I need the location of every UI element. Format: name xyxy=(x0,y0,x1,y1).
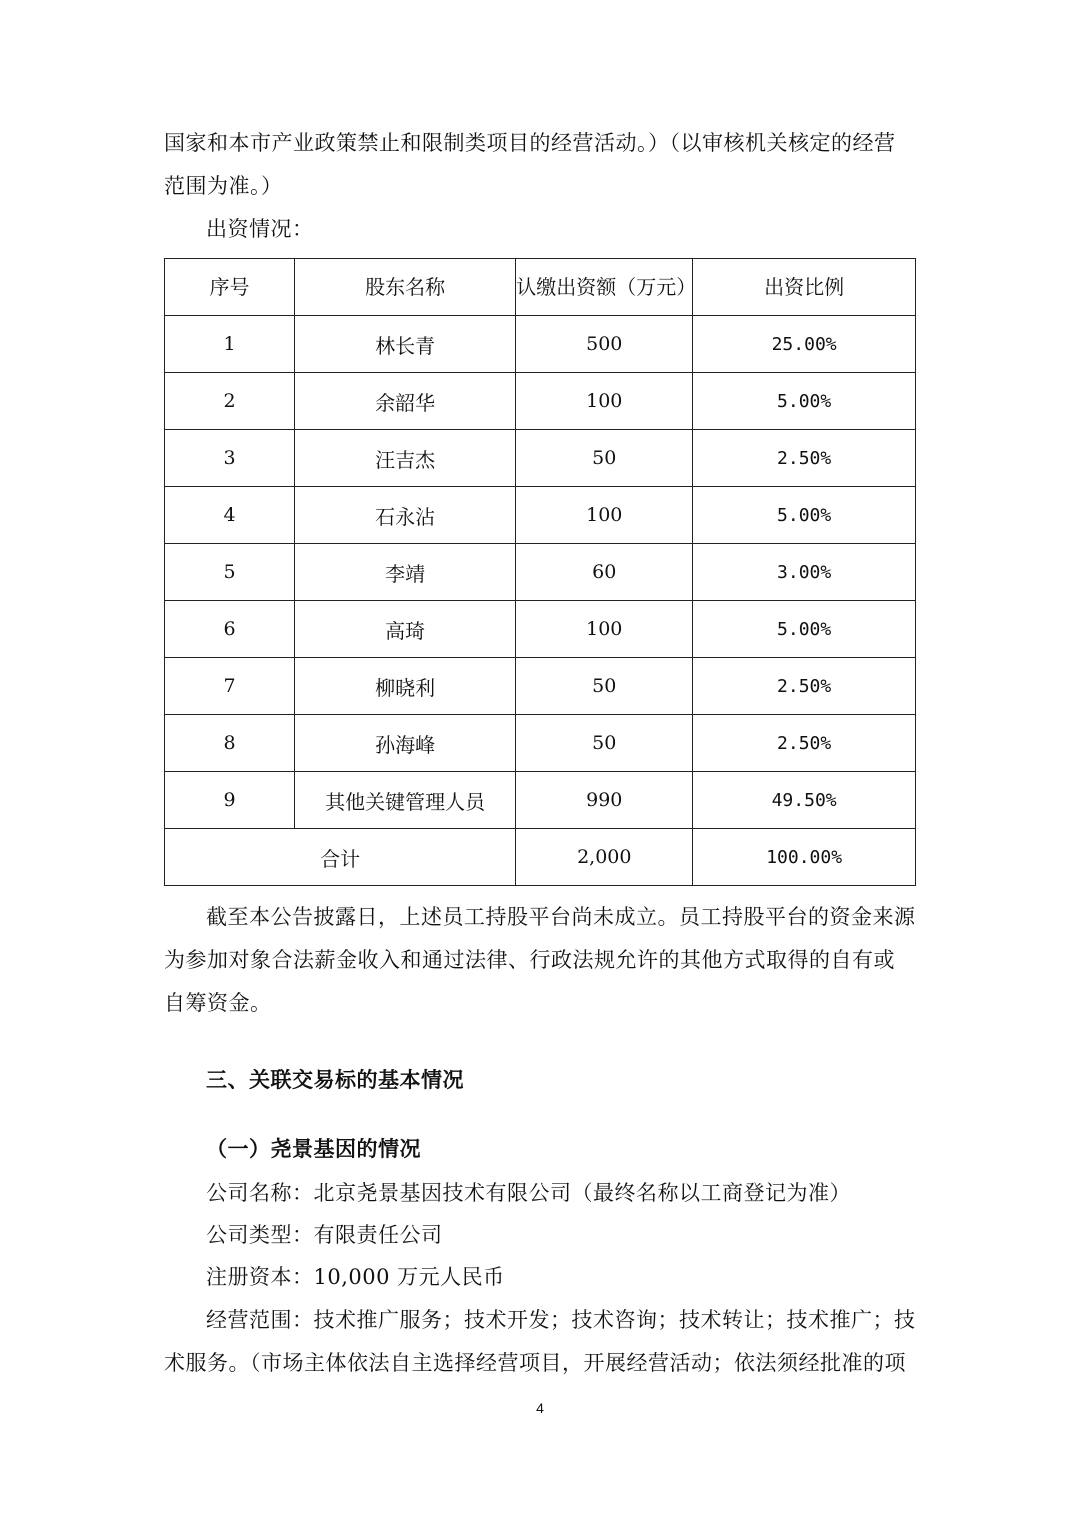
business-scope: 经营范围：技术推广服务；技术开发；技术咨询；技术转让；技术推广；技术服务。（市场主体依法自主选择经营项目，开展经营活动；依法须经批准的项 xyxy=(164,1308,916,1375)
row-ratio: 49.50% xyxy=(693,772,916,829)
shareholder-table xyxy=(164,258,916,886)
table-row xyxy=(165,544,916,601)
row-name: 其他关键管理人员 xyxy=(295,772,516,829)
row-name: 林长青 xyxy=(295,316,516,373)
row-name: 柳晓利 xyxy=(295,658,516,715)
row-ratio: 25.00% xyxy=(693,316,916,373)
row-no: 5 xyxy=(165,544,295,601)
table-row xyxy=(165,373,916,430)
row-name: 孙海峰 xyxy=(295,715,516,772)
row-amount: 100 xyxy=(516,601,693,658)
section-heading: 三、关联交易标的基本情况 xyxy=(206,1068,464,1092)
table-row xyxy=(165,430,916,487)
row-amount: 500 xyxy=(516,316,693,373)
row-no: 9 xyxy=(165,772,295,829)
row-no: 2 xyxy=(165,373,295,430)
row-no: 3 xyxy=(165,430,295,487)
row-amount: 50 xyxy=(516,658,693,715)
table-row xyxy=(165,316,916,373)
row-name: 石永沾 xyxy=(295,487,516,544)
total-label: 合计 xyxy=(165,829,516,886)
row-ratio: 2.50% xyxy=(693,658,916,715)
registered-capital: 注册资本：10,000 万元人民币 xyxy=(206,1265,505,1289)
row-name: 余韶华 xyxy=(295,373,516,430)
row-ratio: 5.00% xyxy=(693,373,916,430)
row-no: 4 xyxy=(165,487,295,544)
table-total-row xyxy=(165,829,916,886)
header-ratio: 出资比例 xyxy=(693,259,916,316)
company-name: 公司名称：北京尧景基因技术有限公司（最终名称以工商登记为准） xyxy=(206,1181,851,1205)
after-table-paragraph: 截至本公告披露日，上述员工持股平台尚未成立。员工持股平台的资金来源为参加对象合法薪金收入和通过法律、行政法规允许的其他方式取得的自有或自筹资金。 xyxy=(164,905,916,1015)
table-row xyxy=(165,487,916,544)
row-ratio: 5.00% xyxy=(693,487,916,544)
sub-heading: （一）尧景基因的情况 xyxy=(206,1137,421,1161)
total-amount: 2,000 xyxy=(516,829,693,886)
row-ratio: 3.00% xyxy=(693,544,916,601)
row-ratio: 2.50% xyxy=(693,715,916,772)
row-amount: 50 xyxy=(516,715,693,772)
header-amount: 认缴出资额（万元） xyxy=(516,259,693,316)
intro-paragraph: 国家和本市产业政策禁止和限制类项目的经营活动。）（以审核机关核定的经营范围为准。） xyxy=(164,131,896,198)
row-amount: 50 xyxy=(516,430,693,487)
row-name: 高琦 xyxy=(295,601,516,658)
row-amount: 990 xyxy=(516,772,693,829)
row-amount: 100 xyxy=(516,487,693,544)
table-row xyxy=(165,658,916,715)
row-ratio: 5.00% xyxy=(693,601,916,658)
table-row xyxy=(165,772,916,829)
table-row xyxy=(165,601,916,658)
row-amount: 60 xyxy=(516,544,693,601)
row-ratio: 2.50% xyxy=(693,430,916,487)
row-no: 6 xyxy=(165,601,295,658)
row-no: 7 xyxy=(165,658,295,715)
investment-label: 出资情况： xyxy=(206,217,314,241)
table-header-row xyxy=(165,259,916,316)
total-ratio: 100.00% xyxy=(693,829,916,886)
table-row xyxy=(165,715,916,772)
page-number: 4 xyxy=(536,1400,544,1416)
row-no: 8 xyxy=(165,715,295,772)
row-name: 李靖 xyxy=(295,544,516,601)
company-type: 公司类型：有限责任公司 xyxy=(206,1223,443,1247)
header-name: 股东名称 xyxy=(295,259,516,316)
header-no: 序号 xyxy=(165,259,295,316)
row-amount: 100 xyxy=(516,373,693,430)
row-no: 1 xyxy=(165,316,295,373)
row-name: 汪吉杰 xyxy=(295,430,516,487)
